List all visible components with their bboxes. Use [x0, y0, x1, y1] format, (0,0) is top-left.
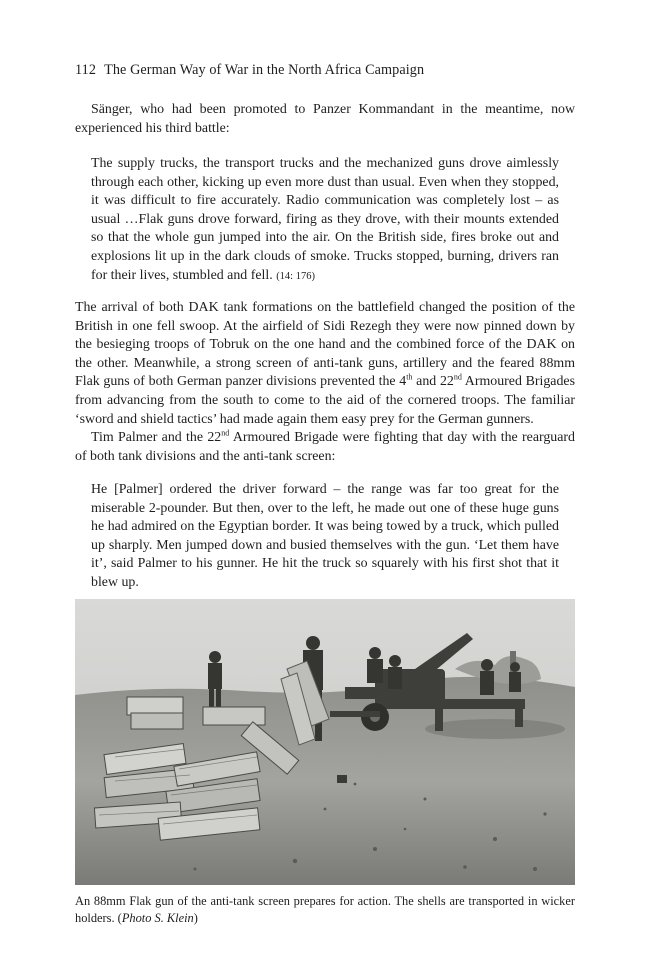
ordinal-sup-nd-2: nd	[221, 428, 230, 438]
photo-caption	[75, 893, 575, 927]
page-number: 112	[75, 62, 97, 78]
ordinal-sup-nd: nd	[453, 372, 462, 382]
intro-paragraph: Sänger, who had been promoted to Panzer Kommandant in the meantime, now experienced his third battle:	[75, 102, 575, 136]
caption-text: An 88mm Flak gun of the anti-tank screen prepares for action. The shells are transported in wicker holders. (	[75, 894, 575, 925]
citation: (14: 176)	[276, 270, 315, 282]
para2-text-c: Armoured Brigades from advancing from the south to come to the aid of the cornered troops. The familiar ‘sword and shield tactics’ had made again them easy prey for the German gunners.	[75, 374, 575, 427]
body-paragraph-2	[75, 299, 575, 429]
flak-gun-photo	[75, 599, 575, 885]
block-quote-1	[91, 155, 559, 286]
para3-text-a: Tim Palmer and the 22	[91, 430, 222, 445]
running-title: The German Way of War in the North Africa Campaign	[104, 62, 425, 78]
body-paragraph-3	[75, 429, 575, 466]
para2-text-a: The arrival of both DAK tank formations on the battlefield changed the position of the British in one fell swoop. At the airfield of Sidi Rezegh they were now pinned down by the besieging troops of Tobruk on the one hand and the combined force of the DAK on the other. Meanwhile, a strong screen of anti-tank guns, artillery and the feared 88mm Flak guns of both German panzer divisions prevented the 4	[75, 300, 575, 390]
ordinal-sup-th: th	[406, 372, 413, 382]
block-quote-2: He [Palmer] ordered the driver forward – the range was far too great for the miserable 2-pounder. But then, over to the left, he made out one of these huge guns he had admired on the Egyptian border. It was being towed by a truck, which pulled up sharply. Men jumped down and busied themselves with the gun. ‘Let them have it’, said Palmer to his gunner. He hit the truck so squarely with his first shot that it blew up.	[91, 482, 559, 590]
running-header	[75, 62, 424, 79]
para3-text-b: Armoured Brigade were fighting that day with the rearguard of both tank divisions and the anti-tank screen:	[75, 430, 575, 464]
para2-text-b: and 22	[412, 374, 454, 390]
photo-credit: Photo S. Klein	[121, 911, 194, 925]
block-quote-1-text: The supply trucks, the transport trucks and the mechanized guns drove aimlessly through each other, kicking up even more dust than usual. Even when they stopped, it was difficult to fire accurately. Radio communication was completely lost – as usual …Flak guns drove forward, firing as they drove, with their mounts extended so that the whole gun jumped into the air. On the British side, fires broke out and explosions lit up in the dark clouds of smoke. Trucks stopped, burning, drivers ran for their lives, stumbled and fell.	[91, 156, 559, 283]
caption-close: )	[193, 911, 198, 925]
